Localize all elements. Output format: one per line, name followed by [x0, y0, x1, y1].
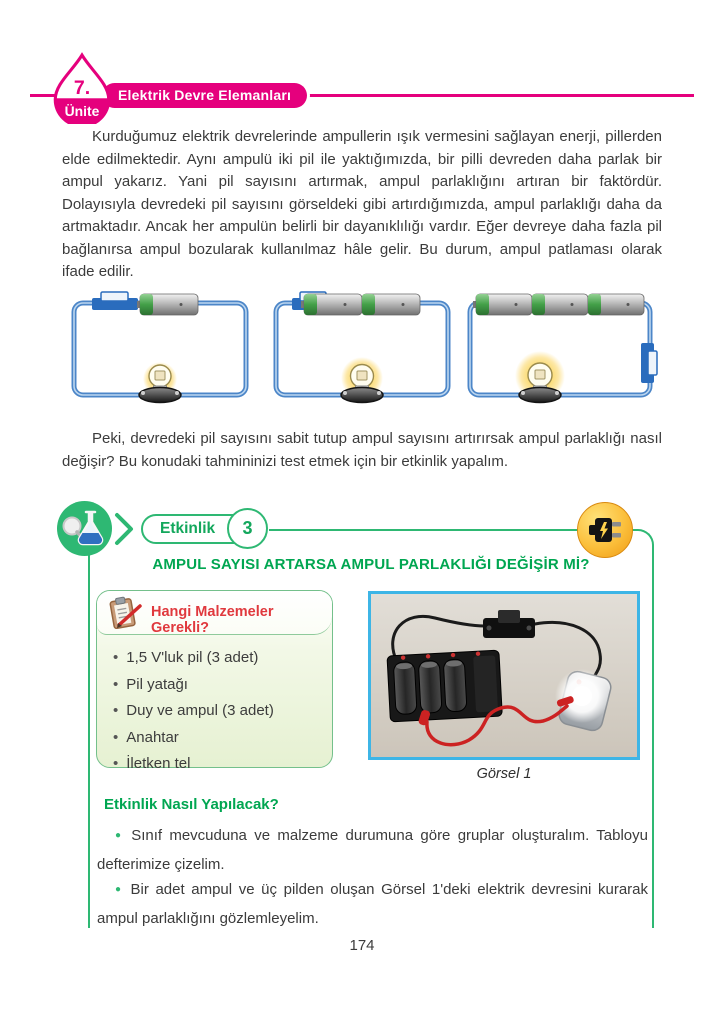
- material-item: • İletken tel: [113, 751, 322, 778]
- material-item: • Pil yatağı: [113, 672, 322, 699]
- battery-icon: [362, 294, 420, 315]
- battery-icon: [137, 294, 198, 315]
- bulb-icon: [139, 362, 181, 403]
- battery-holder: [387, 650, 502, 722]
- circuit-diagram-two-batteries: [266, 283, 458, 405]
- clipboard-pencil-icon: [106, 596, 144, 630]
- intro-paragraph-2: Peki, devredeki pil sayısını sabit tutup ampul sayısını artırırsak ampul parlaklığı nasıl değişir? Bu konudaki tahmininizi test etmek için bir etkinlik yapalım.: [62, 430, 662, 470]
- activity-step: ● Bir adet ampul ve üç pilden oluşan Görsel 1'deki elektrik devresini kurarak ampul parlaklığını gözlemleyelim.: [97, 876, 648, 932]
- material-item: • 1,5 V'luk pil (3 adet): [113, 645, 322, 672]
- materials-panel: [96, 590, 333, 772]
- battery-icon: [473, 294, 532, 315]
- switch-icon: [641, 343, 657, 383]
- battery-icon: [532, 294, 588, 315]
- steps-heading: Etkinlik Nasıl Yapılacak?: [104, 796, 279, 813]
- science-flask-icon: [55, 499, 114, 558]
- unit-label: Ünite: [64, 102, 100, 119]
- unit-badge: [46, 52, 118, 124]
- bulb-icon: [341, 357, 383, 403]
- materials-list: [97, 635, 332, 778]
- intro-paragraph-1: Kurduğumuz elektrik devrelerinde ampullerin ışık vermesini sağlayan enerji, pillerden elde edilmektedir. Aynı ampulü iki pil ile yaktığımızda, bir pilli devreden daha parlak bir ampul yakarız. Yani pil sayısını artırmak, ampul parlaklığını artıran bir faktördür. Dolayısıyla devredeki pil sayısını görseldeki gibi artırdığımızda, ampul parlaklığı daha da artmaktadır. Ancak her ampulün belirli bir dayanıklılığı vardır. Eğer devreye daha fazla pil bağlanırsa ampul bozularak kullanılmaz hâle gelir. Bu durum, ampul patlaması olarak ifade edilir.: [62, 128, 662, 280]
- activity-number-badge: 3: [227, 508, 268, 549]
- circuit-diagram-three-batteries: [460, 283, 662, 405]
- chapter-title: Elektrik Devre Elemanları: [118, 87, 292, 103]
- materials-header: [97, 591, 332, 635]
- activity-step: ● Sınıf mevcuduna ve malzeme durumuna göre gruplar oluşturalım. Tabloyu defterimize çizelim.: [97, 822, 648, 878]
- circuit-diagram-one-battery: [64, 283, 256, 405]
- chevron-right-icon: [113, 511, 137, 547]
- activity-title: AMPUL SAYISI ARTARSA AMPUL PARLAKLIĞI DEĞİŞİR Mİ?: [152, 556, 590, 573]
- switch-icon: [92, 292, 138, 310]
- photo-caption: Görsel 1: [476, 766, 532, 782]
- electric-plug-badge: [577, 502, 633, 558]
- experiment-photo: [368, 591, 640, 760]
- materials-heading: Hangi Malzemeler Gerekli?: [151, 604, 274, 636]
- activity-tab-label: Etkinlik: [160, 520, 216, 537]
- battery-icon: [588, 294, 644, 315]
- unit-number: 7.: [73, 77, 91, 100]
- plug-icon: [587, 512, 623, 548]
- chapter-title-pill: [102, 83, 307, 108]
- material-item: • Anahtar: [113, 725, 322, 752]
- bulb-icon: [515, 351, 565, 403]
- battery-icon: [301, 294, 362, 315]
- page-number: 174: [349, 937, 375, 954]
- material-item: • Duy ve ampul (3 adet): [113, 698, 322, 725]
- experiment-photo-drawing: [371, 594, 637, 757]
